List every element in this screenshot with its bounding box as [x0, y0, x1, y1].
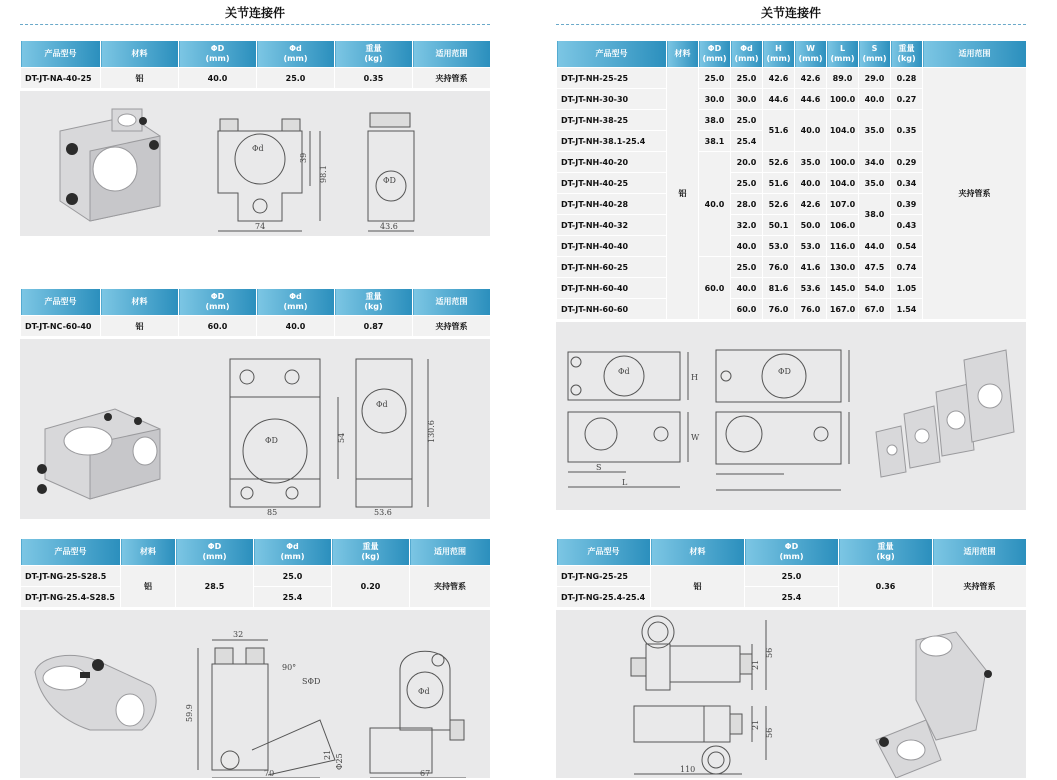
nh-W-4: 40.0: [795, 173, 827, 194]
nh-model-4: DT-JT-NH-40-20: [557, 152, 667, 173]
ng1-front-view: [198, 640, 335, 778]
ng1-d-0: 25.0: [254, 566, 332, 587]
nh-L-4: 104.0: [827, 173, 859, 194]
ng1-dim-70: 70: [264, 769, 275, 778]
ng1-dim-90: 90°: [282, 663, 297, 672]
nh-h-d: [731, 41, 763, 68]
na-D: 40.0: [179, 68, 257, 89]
ng2-header-row: [557, 539, 1027, 566]
nh-h-L-text: L (mm): [830, 44, 855, 63]
left-title-text: 关节连接件: [224, 6, 285, 20]
nc-d: 40.0: [257, 316, 335, 337]
nh-h-D-text: ΦD (mm): [702, 44, 727, 63]
ng1-iso-render: [35, 655, 156, 730]
left-title-divider: [20, 24, 490, 25]
nh-L-10: 167.0: [827, 299, 859, 320]
nh-H-1: 44.6: [763, 89, 795, 110]
nh-W-1: 44.6: [795, 89, 827, 110]
nc-figure: [20, 339, 490, 519]
nc-dim-d: Φd: [376, 400, 388, 409]
nc-weight: 0.87: [335, 316, 413, 337]
ng2-model-0: DT-JT-NG-25-25: [557, 566, 651, 587]
nh-W-3: 35.0: [795, 152, 827, 173]
ng2-spec-table: [556, 538, 1027, 608]
left-section-title: [20, 4, 490, 26]
ng1-weight: 0.20: [332, 566, 410, 608]
ng1-panel: [20, 538, 490, 778]
ng2-h-D: [745, 539, 839, 566]
nh-weight-9: 1.05: [891, 278, 923, 299]
nh-d-3: 25.4: [731, 131, 763, 152]
nc-spec-table: [20, 288, 491, 337]
ng2-dim-21a: 21: [751, 659, 760, 670]
nh-weight-3: 0.29: [891, 152, 923, 173]
nh-L-3: 100.0: [827, 152, 859, 173]
nc-dim-536: 53.6: [374, 508, 392, 517]
nh-S-7: 47.5: [859, 257, 891, 278]
na-dim-39: 39: [299, 152, 308, 163]
na-figure: [20, 91, 490, 236]
na-d: 25.0: [257, 68, 335, 89]
nh-D-5: 60.0: [699, 257, 731, 320]
na-side-view: [368, 113, 414, 231]
nh-dim-D: ΦD: [778, 367, 791, 376]
nh-W-5: 42.6: [795, 194, 827, 215]
na-dim-436: 43.6: [380, 222, 398, 231]
nh-W-6: 50.0: [795, 215, 827, 236]
ng1-h-material: 材料: [121, 539, 176, 566]
na-h-d: [257, 41, 335, 68]
nh-weight-4: 0.34: [891, 173, 923, 194]
ng1-D: 28.5: [176, 566, 254, 608]
na-dim-d: Φd: [252, 144, 264, 153]
nc-h-D: [179, 289, 257, 316]
ng2-material: 铝: [651, 566, 745, 608]
nh-weight-5: 0.39: [891, 194, 923, 215]
table-row: [557, 566, 1027, 587]
nh-model-1: DT-JT-NH-30-30: [557, 89, 667, 110]
na-dim-74: 74: [255, 222, 266, 231]
nh-model-9: DT-JT-NH-60-25: [557, 257, 667, 278]
ng1-h-d: [254, 539, 332, 566]
nc-material: 铝: [101, 316, 179, 337]
nh-D-0: 25.0: [699, 68, 731, 89]
nc-header-row: [21, 289, 491, 316]
nh-model-0: DT-JT-NH-25-25: [557, 68, 667, 89]
nh-weight-1: 0.27: [891, 89, 923, 110]
nh-S-3: 34.0: [859, 152, 891, 173]
nh-panel: [556, 40, 1026, 510]
nh-spec-table: [556, 40, 1027, 320]
nh-figure: [556, 322, 1026, 510]
nh-weight-0: 0.28: [891, 68, 923, 89]
table-row: [21, 566, 491, 587]
nh-h-H: [763, 41, 795, 68]
nc-iso-render: [37, 409, 160, 499]
table-row: [557, 68, 1027, 89]
nh-S-0: 29.0: [859, 68, 891, 89]
nc-h-D-text: ΦD (mm): [205, 292, 230, 311]
nc-h-d-text: Φd (mm): [283, 292, 308, 311]
ng1-drawing: [20, 610, 490, 778]
ng2-bottom-view: [634, 706, 766, 774]
right-section-title: [556, 4, 1026, 26]
nc-front-view: [230, 359, 338, 507]
right-title-text: 关节连接件: [760, 6, 821, 20]
na-h-weight: [335, 41, 413, 68]
nh-weight-8: 0.74: [891, 257, 923, 278]
nh-L-1: 100.0: [827, 89, 859, 110]
ng1-h-d-text: Φd (mm): [280, 542, 305, 561]
nc-drawing: [20, 339, 490, 519]
right-title-divider: [556, 24, 1026, 25]
nh-iso-render: [876, 350, 1014, 477]
ng1-h-weight-text: 重量 (kg): [361, 542, 380, 561]
ng2-iso-render: [876, 632, 992, 778]
na-h-material: 材料: [101, 41, 179, 68]
ng2-weight: 0.36: [839, 566, 933, 608]
nc-dim-54: 54: [337, 432, 346, 443]
ng2-D-0: 25.0: [745, 566, 839, 587]
nh-d-7: 32.0: [731, 215, 763, 236]
nh-model-8: DT-JT-NH-40-40: [557, 236, 667, 257]
nh-W-7: 53.0: [795, 236, 827, 257]
nh-scope: 夹持管系: [923, 68, 1027, 320]
nh-d-4: 20.0: [731, 152, 763, 173]
nh-S-6: 44.0: [859, 236, 891, 257]
nh-h-weight: [891, 41, 923, 68]
ng1-material: 铝: [121, 566, 176, 608]
nh-H-10: 76.0: [763, 299, 795, 320]
nh-d-6: 28.0: [731, 194, 763, 215]
nh-dim-W: W: [691, 433, 700, 442]
nh-D-3: 38.1: [699, 131, 731, 152]
nh-drawing: [556, 322, 1026, 510]
nh-h-W-text: W (mm): [798, 44, 823, 63]
nc-h-d: [257, 289, 335, 316]
ng1-h-model: 产品型号: [21, 539, 121, 566]
nc-scope: 夹持管系: [413, 316, 491, 337]
nh-H-7: 53.0: [763, 236, 795, 257]
nh-L-9: 145.0: [827, 278, 859, 299]
nh-h-weight-text: 重量 (kg): [897, 44, 916, 63]
nh-d-8: 40.0: [731, 236, 763, 257]
nh-S-5: 38.0: [859, 194, 891, 236]
ng1-figure: [20, 610, 490, 778]
nc-h-scope: 适用范围: [413, 289, 491, 316]
nc-h-weight: [335, 289, 413, 316]
nh-H-6: 50.1: [763, 215, 795, 236]
na-dim-D: ΦD: [383, 176, 396, 185]
nh-h-scope: 适用范围: [923, 41, 1027, 68]
nh-h-L: [827, 41, 859, 68]
nh-W-2: 40.0: [795, 110, 827, 152]
nh-h-D: [699, 41, 731, 68]
nh-L-2: 104.0: [827, 110, 859, 152]
ng2-dim-21b: 21: [751, 719, 760, 730]
ng2-panel: [556, 538, 1026, 778]
nh-H-5: 52.6: [763, 194, 795, 215]
na-header-row: [21, 41, 491, 68]
nh-S-2: 35.0: [859, 110, 891, 152]
na-model: DT-JT-NA-40-25: [21, 68, 101, 89]
nh-weight-6: 0.43: [891, 215, 923, 236]
nh-D-1: 30.0: [699, 89, 731, 110]
nh-H-9: 81.6: [763, 278, 795, 299]
ng1-h-D-text: ΦD (mm): [202, 542, 227, 561]
nc-panel: [20, 288, 490, 519]
na-material: 铝: [101, 68, 179, 89]
na-h-D-text: ΦD (mm): [205, 44, 230, 63]
ng2-dim-56a: 56: [765, 647, 774, 658]
nh-W-0: 42.6: [795, 68, 827, 89]
ng2-h-weight-text: 重量 (kg): [876, 542, 895, 561]
nc-dim-85: 85: [267, 508, 278, 517]
na-scope: 夹持管系: [413, 68, 491, 89]
ng1-h-weight: [332, 539, 410, 566]
ng1-dim-21: 21: [323, 749, 332, 760]
nh-d-2: 25.0: [731, 110, 763, 131]
ng2-D-1: 25.4: [745, 587, 839, 608]
nh-W-8: 41.6: [795, 257, 827, 278]
table-row: [21, 68, 491, 89]
nh-D-4: 40.0: [699, 152, 731, 257]
ng1-dim-599: 59.9: [185, 704, 194, 722]
nh-h-S-text: S (mm): [862, 44, 887, 63]
nh-S-8: 54.0: [859, 278, 891, 299]
nh-H-8: 76.0: [763, 257, 795, 278]
nh-weight-7: 0.54: [891, 236, 923, 257]
ng2-h-scope: 适用范围: [933, 539, 1027, 566]
ng2-drawing: [556, 610, 1026, 778]
ng1-dim-SD: SΦD: [302, 677, 321, 686]
nh-d-5: 25.0: [731, 173, 763, 194]
nh-weight-10: 1.54: [891, 299, 923, 320]
nh-d-10: 40.0: [731, 278, 763, 299]
ng2-dim-110: 110: [680, 765, 696, 774]
nh-weight-2: 0.35: [891, 110, 923, 152]
nc-h-model: 产品型号: [21, 289, 101, 316]
nh-d-11: 60.0: [731, 299, 763, 320]
ng1-header-row: [21, 539, 491, 566]
na-h-d-text: Φd (mm): [283, 44, 308, 63]
nh-W-9: 53.6: [795, 278, 827, 299]
nc-dim-130: 130.6: [427, 420, 436, 443]
nh-L-7: 116.0: [827, 236, 859, 257]
na-h-D: [179, 41, 257, 68]
nh-model-11: DT-JT-NH-60-60: [557, 299, 667, 320]
nh-D-2: 38.0: [699, 110, 731, 131]
nh-h-d-text: Φd (mm): [734, 44, 759, 63]
nh-dim-d: Φd: [618, 367, 630, 376]
nh-S-1: 40.0: [859, 89, 891, 110]
nh-model-6: DT-JT-NH-40-28: [557, 194, 667, 215]
nh-L-6: 106.0: [827, 215, 859, 236]
nh-h-model: 产品型号: [557, 41, 667, 68]
nh-model-7: DT-JT-NH-40-32: [557, 215, 667, 236]
ng2-h-D-text: ΦD (mm): [779, 542, 804, 561]
na-dim-98: 98.1: [319, 165, 328, 183]
ng2-top-view: [631, 616, 766, 690]
nh-d-9: 25.0: [731, 257, 763, 278]
nh-header-row: [557, 41, 1027, 68]
nc-dim-D: ΦD: [265, 436, 278, 445]
nh-model-5: DT-JT-NH-40-25: [557, 173, 667, 194]
nh-material: 铝: [667, 68, 699, 320]
ng1-dim-25: Φ25: [335, 753, 344, 770]
nh-dim-H: H: [691, 373, 698, 382]
nh-S-9: 67.0: [859, 299, 891, 320]
ng1-model-1: DT-JT-NG-25.4-S28.5: [21, 587, 121, 608]
na-front-view: [218, 119, 320, 231]
ng2-dim-56b: 56: [765, 727, 774, 738]
nc-model: DT-JT-NC-60-40: [21, 316, 101, 337]
na-drawing: [20, 91, 490, 236]
na-h-weight-text: 重量 (kg): [364, 44, 383, 63]
nh-d-1: 30.0: [731, 89, 763, 110]
nh-dim-L: L: [622, 478, 628, 487]
nh-model-10: DT-JT-NH-60-40: [557, 278, 667, 299]
nh-d-0: 25.0: [731, 68, 763, 89]
ng1-side-view: [370, 651, 466, 778]
ng1-h-D: [176, 539, 254, 566]
table-row: [21, 316, 491, 337]
nh-H-3: 52.6: [763, 152, 795, 173]
nc-h-material: 材料: [101, 289, 179, 316]
ng2-h-weight: [839, 539, 933, 566]
ng1-dim-67: 67: [420, 769, 431, 778]
na-spec-table: [20, 40, 491, 89]
ng1-spec-table: [20, 538, 491, 608]
ng2-model-1: DT-JT-NG-25.4-25.4: [557, 587, 651, 608]
ng2-h-model: 产品型号: [557, 539, 651, 566]
nh-W-10: 76.0: [795, 299, 827, 320]
na-h-scope: 适用范围: [413, 41, 491, 68]
nh-dim-S: S: [596, 463, 602, 472]
nh-L-5: 107.0: [827, 194, 859, 215]
na-iso-render: [60, 109, 160, 221]
nh-model-3: DT-JT-NH-38.1-25.4: [557, 131, 667, 152]
nh-H-4: 51.6: [763, 173, 795, 194]
na-h-model: 产品型号: [21, 41, 101, 68]
nh-h-W: [795, 41, 827, 68]
ng2-h-material: 材料: [651, 539, 745, 566]
nh-h-S: [859, 41, 891, 68]
nh-S-4: 35.0: [859, 173, 891, 194]
ng1-model-0: DT-JT-NG-25-S28.5: [21, 566, 121, 587]
nh-h-H-text: H (mm): [766, 44, 791, 63]
ng1-dim-d: Φd: [418, 687, 430, 696]
nh-H-2: 51.6: [763, 110, 795, 152]
ng1-h-scope: 适用范围: [410, 539, 491, 566]
ng1-d-1: 25.4: [254, 587, 332, 608]
na-panel: [20, 40, 490, 236]
nc-h-weight-text: 重量 (kg): [364, 292, 383, 311]
nc-side-view: [356, 359, 428, 507]
nh-L-0: 89.0: [827, 68, 859, 89]
ng2-scope: 夹持管系: [933, 566, 1027, 608]
nh-L-8: 130.0: [827, 257, 859, 278]
nh-H-0: 42.6: [763, 68, 795, 89]
ng1-dim-32: 32: [233, 630, 244, 639]
nh-h-material: 材料: [667, 41, 699, 68]
nh-model-2: DT-JT-NH-38-25: [557, 110, 667, 131]
ng2-figure: [556, 610, 1026, 778]
ng1-scope: 夹持管系: [410, 566, 491, 608]
nc-D: 60.0: [179, 316, 257, 337]
na-weight: 0.35: [335, 68, 413, 89]
